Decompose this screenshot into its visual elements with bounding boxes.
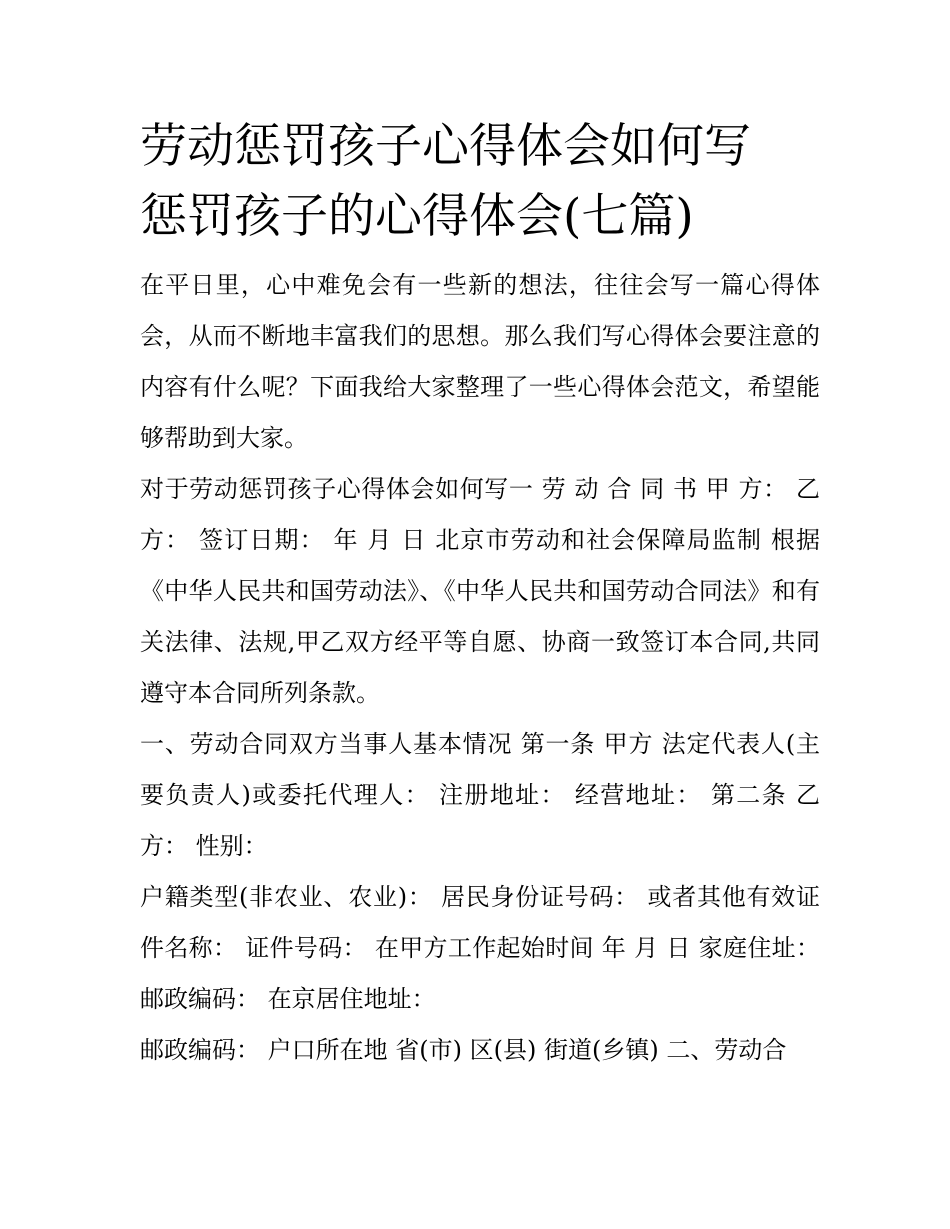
- employee-info-paragraph: 户籍类型(非农业、农业)： 居民身份证号码： 或者其他有效证件名称： 证件号码： 在甲方工作起始时间 年 月 日 家庭住址： 邮政编码： 在京居住地址：: [140, 883, 820, 1013]
- title-line-1: 劳动惩罚孩子心得体会如何写: [140, 119, 751, 174]
- residence-paragraph: 邮政编码： 户口所在地 省(市) 区(县) 街道(乡镇) 二、劳动合: [140, 1036, 787, 1064]
- document-page: [140, 112, 820, 1076]
- intro-paragraph: 在平日里，心中难免会有一些新的想法，往往会写一篇心得体会，从而不断地丰富我们的思想。那么我们写心得体会要注意的内容有什么呢？下面我给大家整理了一些心得体会范文，希望能够帮助到大家。: [140, 271, 820, 452]
- parties-info-paragraph: 一、劳动合同双方当事人基本情况 第一条 甲方 法定代表人(主要负责人)或委托代理人： 注册地址： 经营地址： 第二条 乙方： 性别：: [140, 730, 820, 860]
- title-line-2: 惩罚孩子的心得体会(七篇): [140, 189, 694, 244]
- document-title: [140, 112, 820, 252]
- contract-header-paragraph: 对于劳动惩罚孩子心得体会如何写一 劳 动 合 同 书 甲 方： 乙 方： 签订日期： 年 月 日 北京市劳动和社会保障局监制 根据《中华人民共和国劳动法》、《中华人民共和国劳动合同法》和有关法律、法规,甲乙双方经平等自愿、协商一致签订本合同,共同遵守本合同所列条款。: [140, 475, 820, 707]
